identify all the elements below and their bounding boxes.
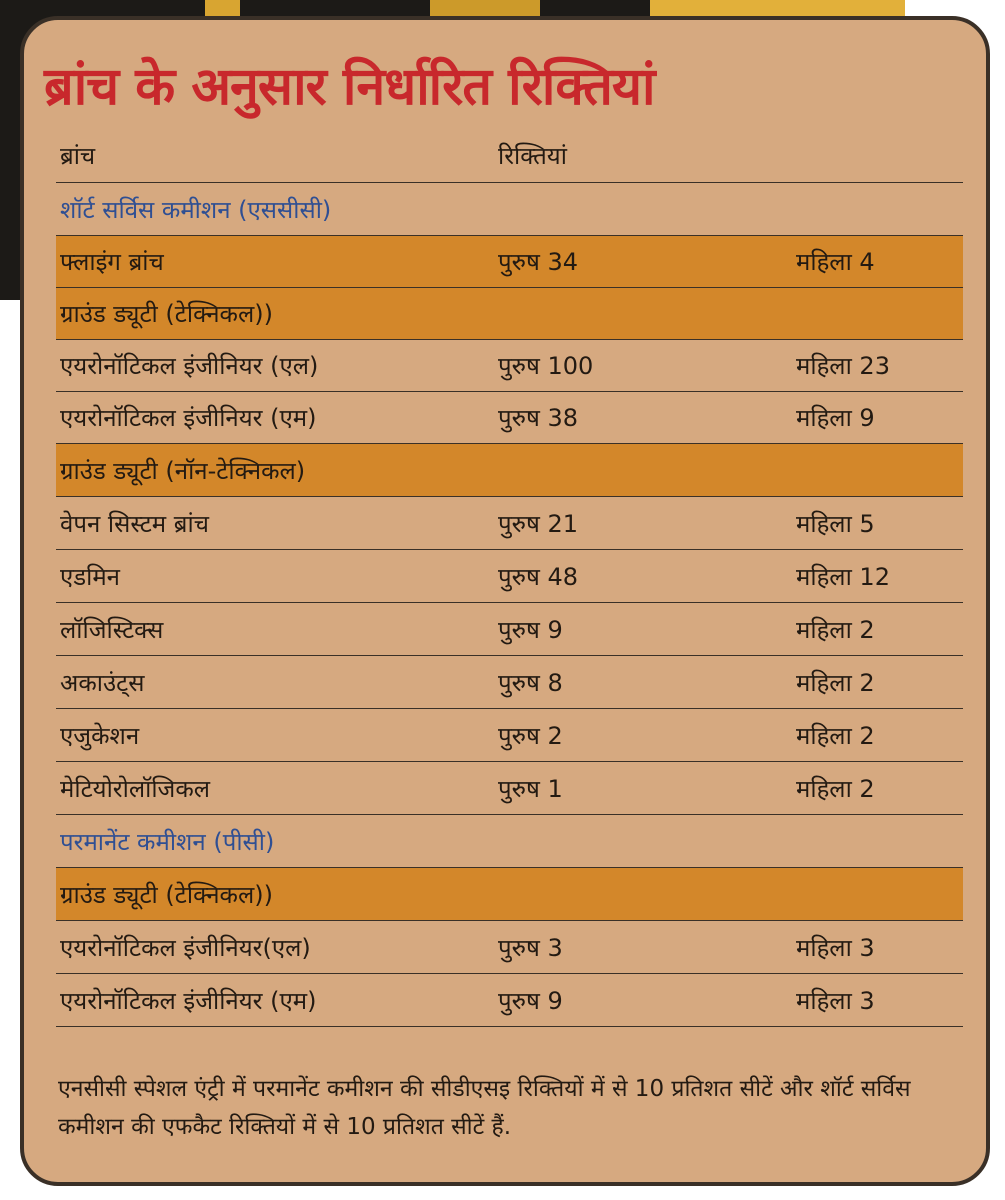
photo-stripe xyxy=(650,0,910,16)
branch-name: फ्लाइंग ब्रांच xyxy=(60,248,164,276)
women-vacancies: महिला 3 xyxy=(796,986,875,1015)
table-body xyxy=(56,183,963,1027)
men-vacancies: पुरुष 9 xyxy=(498,986,563,1015)
table-row xyxy=(56,550,963,603)
group-heading xyxy=(56,288,963,340)
section-label: शॉर्ट सर्विस कमीशन (एससीसी) xyxy=(60,195,332,224)
group-label: ग्राउंड ड्यूटी (टेक्निकल)) xyxy=(60,880,273,909)
women-vacancies: महिला 2 xyxy=(796,615,875,644)
branch-name: एडमिन xyxy=(60,562,120,591)
table-row xyxy=(56,236,963,288)
men-vacancies: पुरुष 8 xyxy=(498,668,563,697)
footnote: एनसीसी स्पेशल एंट्री में परमानेंट कमीशन की सीडीएसइ रिक्तियों में से 10 प्रतिशत सीटें और शॉर्ट सर्विस कमीशन की एफकैट रिक्तियों में से 10 प्रतिशत सीटें हैं. xyxy=(58,1076,911,1140)
table-row xyxy=(56,656,963,709)
table-row xyxy=(56,497,963,550)
section-heading xyxy=(56,183,963,236)
women-vacancies: महिला 5 xyxy=(796,509,875,538)
branch-name: वेपन सिस्टम ब्रांच xyxy=(60,509,209,538)
women-vacancies: महिला 9 xyxy=(796,404,875,432)
page-title: ब्रांच के अनुसार निर्धारित रिक्तियां xyxy=(44,57,655,117)
photo-stripe xyxy=(430,0,540,16)
branch-name: एयरोनॉटिकल इंजीनियर (एम) xyxy=(60,404,317,432)
table-row xyxy=(56,709,963,762)
women-vacancies: महिला 3 xyxy=(796,933,875,962)
men-vacancies: पुरुष 100 xyxy=(498,352,594,380)
men-vacancies: पुरुष 48 xyxy=(498,562,579,591)
men-vacancies: पुरुष 2 xyxy=(498,721,563,750)
branch-name: एजुकेशन xyxy=(60,721,140,750)
women-vacancies: महिला 2 xyxy=(796,774,875,803)
group-label: ग्राउंड ड्यूटी (टेक्निकल)) xyxy=(60,300,273,328)
table-row xyxy=(56,340,963,392)
header-vacancies: रिक्तियां xyxy=(498,141,567,170)
branch-name: मेटियोरोलॉजिकल xyxy=(60,774,211,803)
table-row xyxy=(56,392,963,444)
men-vacancies: पुरुष 9 xyxy=(498,615,563,644)
header-branch: ब्रांच xyxy=(60,141,96,170)
group-heading xyxy=(56,444,963,497)
photo-stripe xyxy=(205,0,240,16)
vacancy-table xyxy=(56,128,963,1027)
women-vacancies: महिला 12 xyxy=(796,562,890,591)
men-vacancies: पुरुष 21 xyxy=(498,509,579,538)
men-vacancies: पुरुष 34 xyxy=(498,248,579,276)
table-row xyxy=(56,921,963,974)
women-vacancies: महिला 23 xyxy=(796,352,890,380)
men-vacancies: पुरुष 3 xyxy=(498,933,563,962)
branch-name: एयरोनॉटिकल इंजीनियर(एल) xyxy=(60,933,311,962)
branch-name: एयरोनॉटिकल इंजीनियर (एम) xyxy=(60,986,317,1015)
women-vacancies: महिला 2 xyxy=(796,721,875,750)
group-label: ग्राउंड ड्यूटी (नॉन-टेक्निकल) xyxy=(60,456,306,485)
group-heading xyxy=(56,868,963,921)
women-vacancies: महिला 4 xyxy=(796,248,875,276)
women-vacancies: महिला 2 xyxy=(796,668,875,697)
men-vacancies: पुरुष 1 xyxy=(498,774,563,803)
section-label: परमानेंट कमीशन (पीसी) xyxy=(60,827,275,856)
table-header xyxy=(56,128,963,183)
table-row xyxy=(56,762,963,815)
table-row xyxy=(56,603,963,656)
table-row xyxy=(56,974,963,1027)
branch-name: अकाउंट्स xyxy=(60,668,145,697)
branch-name: एयरोनॉटिकल इंजीनियर (एल) xyxy=(60,352,319,380)
branch-name: लॉजिस्टिक्स xyxy=(60,615,164,644)
men-vacancies: पुरुष 38 xyxy=(498,404,579,432)
section-heading xyxy=(56,815,963,868)
